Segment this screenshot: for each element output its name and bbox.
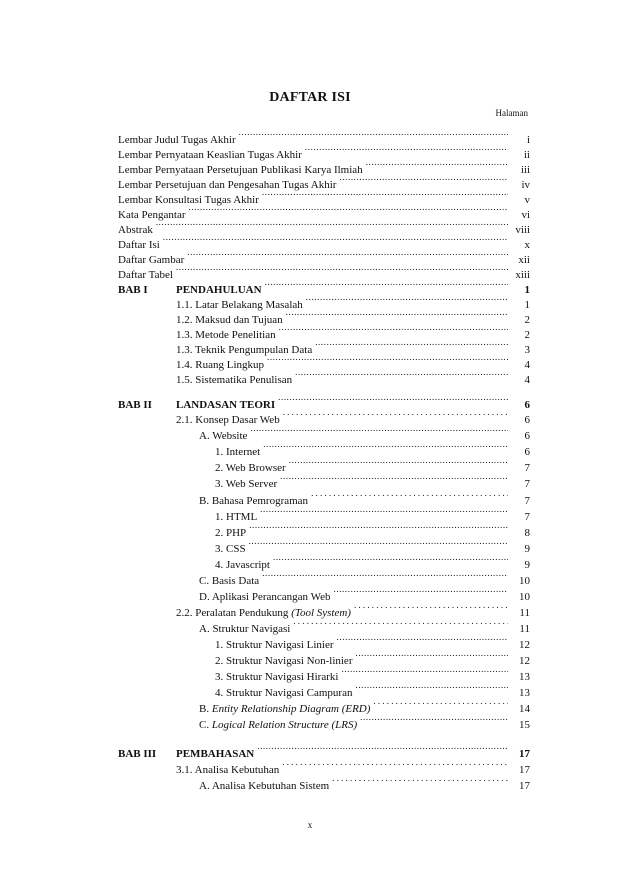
toc-page-number: 17 (519, 780, 530, 792)
toc-entry-row (176, 408, 530, 426)
toc-entry-row (199, 617, 530, 635)
dot-leader (354, 601, 508, 616)
dot-leader (249, 521, 508, 536)
dot-leader (156, 218, 508, 233)
toc-entry-text: 2. Web Browser (215, 462, 286, 474)
toc-entry-text: C. (199, 719, 210, 731)
toc-entry-row (215, 665, 530, 683)
dot-leader (311, 489, 508, 504)
toc-entry-row (215, 649, 530, 667)
toc-entry-text: C. Basis Data (199, 575, 260, 587)
toc-page-number: 15 (519, 719, 530, 731)
dot-leader (360, 713, 508, 728)
toc-entry-text: 2.2. Peralatan Pendukung (176, 607, 289, 619)
toc-page-number: xii (518, 254, 530, 266)
toc-entry-text: LANDASAN TEORI (176, 399, 276, 411)
toc-entry-row (118, 128, 530, 146)
toc-page-number: 11 (519, 607, 530, 619)
toc-entry-text: A. Struktur Navigasi (199, 623, 291, 635)
toc-entry-text: 4. Struktur Navigasi Campuran (215, 687, 353, 699)
halaman-label: Halaman (495, 108, 528, 118)
toc-entry-text: 1.2. Maksud dan Tujuan (176, 314, 283, 326)
dot-leader (262, 188, 508, 203)
dot-leader (286, 308, 508, 323)
toc-entry-text: D. Aplikasi Perancangan Web (199, 591, 331, 603)
toc-entry-row (118, 248, 530, 266)
toc-page-number: i (526, 134, 530, 146)
toc-page-number: iv (521, 179, 530, 191)
toc-entry-row (215, 472, 530, 490)
toc-page-number: 10 (519, 575, 530, 587)
toc-entry-italic-text: Logical Relation Structure (LRS) (211, 719, 358, 731)
toc-page-number: 2 (524, 329, 530, 341)
toc-entry-row (215, 456, 530, 474)
toc-page-number: 1 (524, 284, 530, 296)
toc-entry-text: Daftar Isi (118, 239, 160, 251)
dot-leader (279, 323, 508, 338)
chapter-number: BAB III (118, 748, 157, 760)
toc-page-number: 7 (524, 478, 530, 490)
toc-page-number: 6 (524, 446, 530, 458)
toc-entry-text: 1.3. Metode Penelitian (176, 329, 276, 341)
toc-entry-row (118, 263, 530, 281)
toc-page-number: 17 (519, 748, 530, 760)
toc-entry-row (118, 158, 530, 176)
toc-page-number: 4 (524, 374, 530, 386)
toc-entry-row (215, 681, 530, 699)
toc-entry-row (199, 774, 530, 792)
dot-leader (334, 585, 509, 600)
dot-leader (280, 472, 508, 487)
chapter-number: BAB II (118, 399, 152, 411)
toc-page-number: viii (515, 224, 530, 236)
toc-entry-row (118, 203, 530, 221)
toc-entry-text: PENDAHULUAN (176, 284, 262, 296)
dot-leader (295, 368, 508, 383)
dot-leader (366, 158, 508, 173)
dot-leader (355, 649, 508, 664)
dot-leader (187, 248, 508, 263)
dot-leader (263, 440, 508, 455)
toc-entry-row (215, 537, 530, 555)
dot-leader (265, 278, 508, 293)
toc-chapter-row (118, 393, 530, 411)
toc-page-number: 7 (524, 511, 530, 523)
toc-entry-row (176, 368, 530, 386)
toc-entry-label (199, 779, 332, 794)
dot-leader (339, 173, 508, 188)
toc-entry-text: 1.3. Teknik Pengumpulan Data (176, 344, 313, 356)
toc-page-number: 7 (524, 462, 530, 474)
dot-leader (355, 681, 508, 696)
toc-entry-text: 2. Struktur Navigasi Non-linier (215, 655, 353, 667)
toc-page-number: iii (520, 164, 530, 176)
dot-leader (282, 758, 508, 773)
toc-entry-row (118, 218, 530, 236)
toc-page-number: 3 (524, 344, 530, 356)
toc-entry-row (118, 143, 530, 161)
chapter-number: BAB I (118, 284, 148, 296)
toc-page-number: 9 (524, 559, 530, 571)
toc-chapter-row (118, 742, 530, 760)
dot-leader (262, 569, 508, 584)
toc-entry-row (215, 440, 530, 458)
dot-leader (283, 408, 508, 423)
toc-page-number: 2 (524, 314, 530, 326)
toc-page-number: vi (521, 209, 530, 221)
toc-page-number: 6 (524, 399, 530, 411)
toc-entry-row (176, 323, 530, 341)
toc-entry-text: B. (199, 703, 210, 715)
toc-entry-row (176, 758, 530, 776)
toc-entry-text: Kata Pengantar (118, 209, 186, 221)
toc-entry-text: PEMBAHASAN (176, 748, 255, 760)
toc-entry-row (199, 713, 530, 731)
toc-entry-row (176, 308, 530, 326)
toc-entry-text: Lembar Judul Tugas Akhir (118, 134, 236, 146)
toc-entry-row (199, 697, 530, 715)
toc-page-number: ii (523, 149, 530, 161)
toc-entry-text: A. Analisa Kebutuhan Sistem (199, 780, 330, 792)
toc-entry-text: Lembar Pernyataan Keaslian Tugas Akhir (118, 149, 302, 161)
toc-entry-text: Lembar Konsultasi Tugas Akhir (118, 194, 259, 206)
toc-entry-text: 3. Web Server (215, 478, 278, 490)
toc-entry-text: Lembar Persetujuan dan Pengesahan Tugas Akhir (118, 179, 337, 191)
toc-entry-text: 3. Struktur Navigasi Hirarki (215, 671, 339, 683)
dot-leader (176, 263, 508, 278)
dot-leader (163, 233, 508, 248)
toc-entry-row (215, 505, 530, 523)
toc-entry-row (215, 633, 530, 651)
toc-entry-row (199, 424, 530, 442)
dot-leader (267, 353, 508, 368)
toc-page-number: 8 (524, 527, 530, 539)
toc-entry-row (199, 489, 530, 507)
toc-entry-text: 2.1. Konsep Dasar Web (176, 414, 280, 426)
dot-leader (341, 665, 508, 680)
toc-entry-text: 1.5. Sistematika Penulisan (176, 374, 293, 386)
dot-leader (249, 537, 508, 552)
toc-entry-row (118, 233, 530, 251)
toc-page-number: xiii (515, 269, 530, 281)
toc-entry-text: 2. PHP (215, 527, 247, 539)
dot-leader (337, 633, 508, 648)
toc-entry-row (215, 553, 530, 571)
toc-page-number: 10 (519, 591, 530, 603)
toc-entry-row (176, 353, 530, 371)
toc-page-number: 13 (519, 687, 530, 699)
toc-page-number: 6 (524, 430, 530, 442)
toc-entry-text: 1.4. Ruang Lingkup (176, 359, 264, 371)
toc-page-number: 11 (519, 623, 530, 635)
toc-page-number: 12 (519, 639, 530, 651)
toc-entry-text: 1. HTML (215, 511, 258, 523)
page-title: DAFTAR ISI (269, 90, 351, 105)
toc-entry-row (118, 173, 530, 191)
dot-leader (257, 742, 508, 757)
toc-entry-text: 1. Struktur Navigasi Linier (215, 639, 334, 651)
dot-leader (373, 697, 508, 712)
toc-page-number: 9 (524, 543, 530, 555)
toc-entry-text: A. Website (199, 430, 248, 442)
toc-entry-text: Daftar Tabel (118, 269, 173, 281)
toc-entry-text: 4. Javascript (215, 559, 270, 571)
toc-entry-text: B. Bahasa Pemrograman (199, 495, 309, 507)
toc-entry-row (199, 585, 530, 603)
toc-entry-label (199, 718, 360, 733)
toc-entry-row (215, 521, 530, 539)
toc-entry-text: 3. CSS (215, 543, 246, 555)
toc-chapter-row (118, 278, 530, 296)
toc-entry-row (176, 293, 530, 311)
toc-entry-text: Lembar Pernyataan Persetujuan Publikasi Karya Ilmiah (118, 164, 363, 176)
dot-leader (189, 203, 509, 218)
toc-page-number: v (524, 194, 530, 206)
dot-leader (315, 338, 508, 353)
toc-entry-row (118, 188, 530, 206)
toc-entry-text: 3.1. Analisa Kebutuhan (176, 764, 280, 776)
toc-entry-text: Daftar Gambar (118, 254, 185, 266)
dot-leader (250, 424, 508, 439)
dot-leader (289, 456, 508, 471)
toc-entry-label (176, 373, 295, 388)
toc-page-number: x (524, 239, 530, 251)
toc-entry-italic-text: Entity Relationship Diagram (ERD) (211, 703, 371, 715)
dot-leader (239, 128, 508, 143)
toc-entry-text: 1.1. Latar Belakang Masalah (176, 299, 303, 311)
dot-leader (305, 143, 508, 158)
dot-leader (278, 393, 508, 408)
toc-entry-text: 1. Internet (215, 446, 261, 458)
toc-page-number: 13 (519, 671, 530, 683)
toc-page-number: 1 (524, 299, 530, 311)
toc-entry-row (199, 569, 530, 587)
dot-leader (260, 505, 508, 520)
toc-page-number: 12 (519, 655, 530, 667)
toc-page-number: 4 (524, 359, 530, 371)
toc-entry-row (176, 338, 530, 356)
dot-leader (332, 774, 508, 789)
toc-entry-row (176, 601, 530, 619)
toc-page-number: 6 (524, 414, 530, 426)
toc-entry-italic-text: (Tool System) (291, 607, 351, 619)
toc-entry-text: Abstrak (118, 224, 153, 236)
dot-leader (293, 617, 508, 632)
toc-page-number: 7 (524, 495, 530, 507)
dot-leader (306, 293, 508, 308)
toc-page-number: 17 (519, 764, 530, 776)
dot-leader (273, 553, 508, 568)
toc-page-number: 14 (519, 703, 530, 715)
footer-page-number: x (307, 820, 313, 830)
